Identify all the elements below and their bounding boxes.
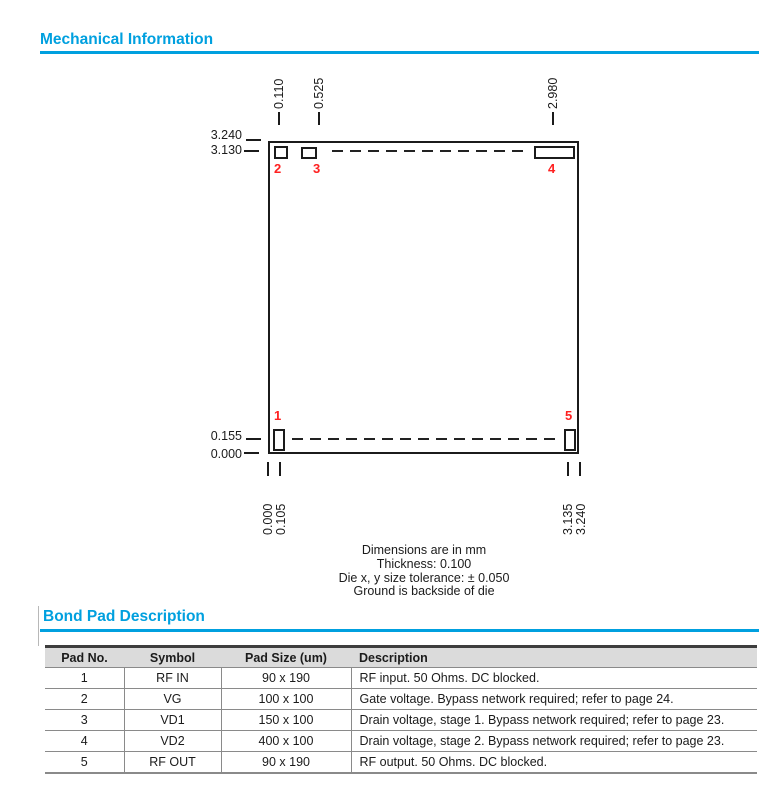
col-header-symbol: Symbol	[124, 647, 221, 668]
cell-pad-no: 4	[45, 731, 124, 752]
bond-pad-4	[534, 146, 575, 159]
cell-pad-size: 150 x 100	[221, 710, 351, 731]
dimension-tick	[318, 112, 320, 125]
section-title-bond-pad: Bond Pad Description	[43, 608, 205, 625]
table-header-row	[45, 647, 757, 668]
cell-description: Gate voltage. Bypass network required; refer to page 24.	[351, 689, 757, 710]
col-header-description: Description	[351, 647, 757, 668]
pad-number-label: 3	[313, 161, 321, 176]
dimension-label-top: 0.525	[312, 77, 326, 109]
dimension-tick	[244, 452, 259, 454]
cell-description: Drain voltage, stage 1. Bypass network required; refer to page 23.	[351, 710, 757, 731]
cell-description: RF input. 50 Ohms. DC blocked.	[351, 668, 757, 689]
bond-pad-1	[273, 429, 285, 451]
dimension-label-bottom: 3.135	[561, 503, 575, 535]
dimension-tick	[246, 139, 261, 141]
table-row	[45, 668, 757, 689]
dimension-tick	[567, 462, 569, 476]
dimension-label-top: 0.110	[272, 78, 286, 109]
note-line: Die x, y size tolerance: ± 0.050	[338, 570, 510, 585]
bond-pad-2	[274, 146, 288, 159]
dimension-tick	[278, 112, 280, 125]
note-line: Thickness: 0.100	[376, 556, 472, 571]
cell-symbol: VD2	[124, 731, 221, 752]
pad-number-label: 1	[274, 408, 282, 423]
dimension-label-bottom: 3.240	[574, 503, 588, 535]
dimension-label-bottom: 0.000	[261, 503, 275, 535]
col-header-pad-no: Pad No.	[45, 647, 124, 668]
dimension-tick	[244, 150, 259, 152]
cell-pad-no: 1	[45, 668, 124, 689]
dimension-label-top: 2.980	[546, 77, 560, 109]
dimension-label-left: 0.000	[210, 447, 242, 461]
pad-number-label: 5	[565, 408, 573, 423]
cell-pad-no: 5	[45, 752, 124, 773]
dimension-tick	[552, 112, 554, 125]
dimension-label-left: 3.130	[210, 143, 242, 157]
cell-pad-size: 90 x 190	[221, 752, 351, 773]
bond-pad-5	[564, 429, 576, 451]
change-bar	[38, 606, 39, 646]
note-line: Ground is backside of die	[353, 584, 495, 599]
cell-symbol: VD1	[124, 710, 221, 731]
table-row	[45, 752, 757, 773]
die-outline	[268, 141, 579, 454]
table-row	[45, 710, 757, 731]
cell-pad-no: 2	[45, 689, 124, 710]
dimension-label-left: 3.240	[210, 128, 242, 142]
cell-symbol: VG	[124, 689, 221, 710]
dimension-tick	[579, 462, 581, 476]
cell-description: RF output. 50 Ohms. DC blocked.	[351, 752, 757, 773]
cell-pad-size: 400 x 100	[221, 731, 351, 752]
bond-pad-table	[45, 645, 757, 774]
table-row	[45, 731, 757, 752]
dashed-centerline-bottom	[292, 438, 560, 440]
bond-pad-3	[301, 147, 317, 159]
dashed-centerline-top	[332, 150, 528, 152]
cell-pad-size: 100 x 100	[221, 689, 351, 710]
cell-pad-size: 90 x 190	[221, 668, 351, 689]
dimension-label-bottom: 0.105	[274, 503, 288, 535]
dimension-label-left: 0.155	[210, 429, 242, 443]
col-header-pad-size: Pad Size (um)	[221, 647, 351, 668]
section-rule-bond-pad	[40, 629, 759, 632]
cell-description: Drain voltage, stage 2. Bypass network required; refer to page 23.	[351, 731, 757, 752]
note-line: Dimensions are in mm	[361, 543, 487, 557]
pad-number-label: 4	[548, 161, 556, 176]
cell-pad-no: 3	[45, 710, 124, 731]
cell-symbol: RF OUT	[124, 752, 221, 773]
dimension-tick	[279, 462, 281, 476]
cell-symbol: RF IN	[124, 668, 221, 689]
section-title-mechanical: Mechanical Information	[40, 31, 214, 48]
pad-number-label: 2	[274, 161, 282, 176]
dimension-tick	[246, 438, 261, 440]
section-rule-mechanical	[40, 51, 759, 54]
dimension-tick	[267, 462, 269, 476]
table-row	[45, 689, 757, 710]
drawing-notes	[254, 544, 594, 599]
